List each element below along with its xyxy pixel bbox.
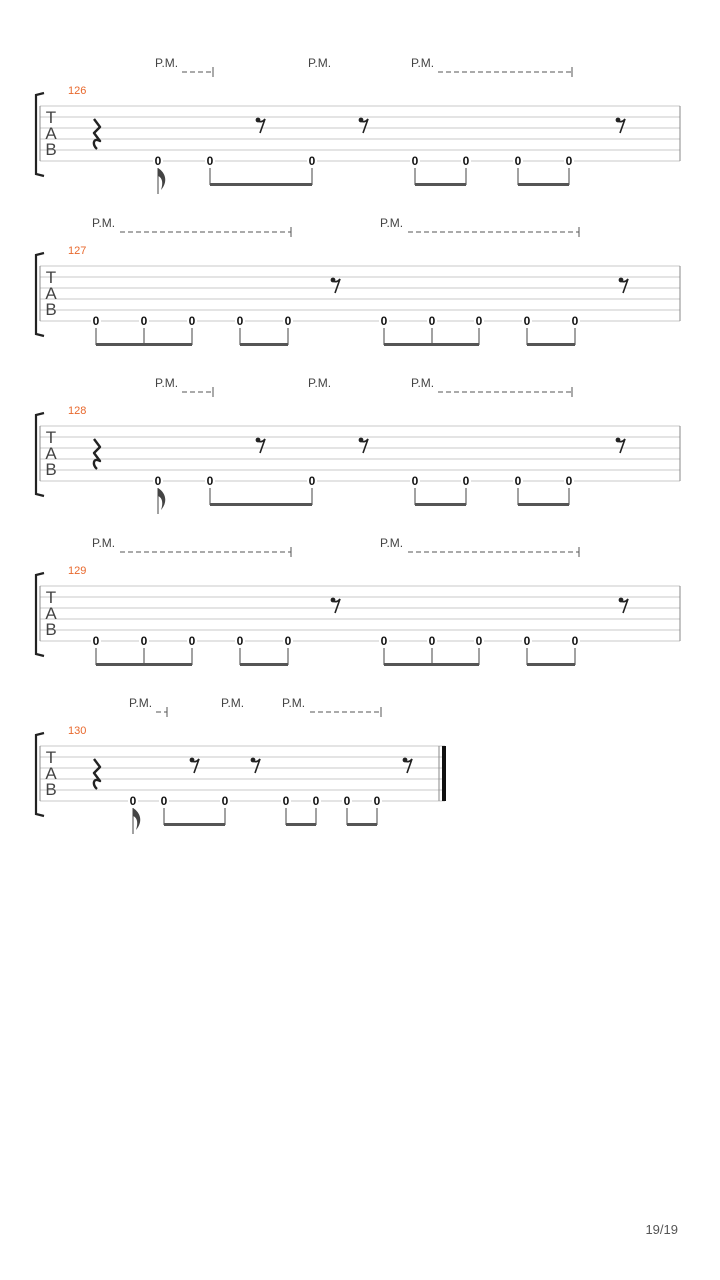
measure-number: 129 [68, 565, 87, 577]
note-beam [415, 183, 466, 186]
measure-number: 128 [68, 405, 87, 417]
eighth-rest [618, 439, 625, 453]
quarter-rest [94, 759, 100, 789]
fret-number: 0 [140, 314, 148, 328]
fret-number: 0 [308, 474, 316, 488]
fret-number: 0 [523, 634, 531, 648]
fret-number: 0 [411, 154, 419, 168]
palm-mute-label: P.M. [380, 216, 404, 230]
tab-clef-letter: A [45, 764, 57, 783]
tab-clef-letter: T [45, 268, 57, 287]
fret-number: 0 [462, 154, 470, 168]
measure-number: 126 [68, 85, 87, 97]
note-beam [210, 503, 312, 506]
eighth-rest [621, 279, 628, 293]
palm-mute-label: P.M. [411, 56, 435, 70]
fret-number: 0 [140, 634, 148, 648]
fret-number: 0 [380, 634, 388, 648]
quarter-rest [94, 119, 100, 149]
fret-number: 0 [571, 314, 579, 328]
quarter-rest [94, 439, 100, 469]
note-flag [158, 488, 165, 510]
fret-number: 0 [206, 154, 214, 168]
note-beam [384, 343, 479, 346]
tab-system-130 [36, 696, 446, 834]
eighth-rest [361, 119, 368, 133]
fret-number: 0 [284, 314, 292, 328]
tab-clef-letter: T [45, 428, 57, 447]
fret-number: 0 [462, 474, 470, 488]
eighth-rest [361, 439, 368, 453]
fret-number: 0 [129, 794, 137, 808]
fret-number: 0 [571, 634, 579, 648]
tab-clef-letter: A [45, 124, 57, 143]
measure-number: 127 [68, 245, 87, 257]
tab-clef-letter: B [45, 300, 57, 319]
fret-number: 0 [514, 474, 522, 488]
note-flag [133, 808, 140, 830]
tab-system-127 [36, 216, 680, 346]
fret-number: 0 [92, 314, 100, 328]
fret-number: 0 [206, 474, 214, 488]
palm-mute-label: P.M. [92, 536, 116, 550]
fret-number: 0 [284, 634, 292, 648]
fret-number: 0 [154, 154, 162, 168]
fret-number: 0 [188, 634, 196, 648]
tab-system-128 [36, 376, 680, 514]
fret-number: 0 [428, 634, 436, 648]
palm-mute-label: P.M. [221, 696, 245, 710]
note-beam [210, 183, 312, 186]
eighth-rest [618, 119, 625, 133]
fret-number: 0 [312, 794, 320, 808]
tab-clef-letter: A [45, 604, 57, 623]
fret-number: 0 [236, 634, 244, 648]
palm-mute-label: P.M. [282, 696, 306, 710]
note-beam [527, 343, 575, 346]
palm-mute-label: P.M. [92, 216, 116, 230]
fret-number: 0 [154, 474, 162, 488]
fret-number: 0 [565, 154, 573, 168]
tab-clef-letter: T [45, 588, 57, 607]
eighth-rest [253, 759, 260, 773]
fret-number: 0 [380, 314, 388, 328]
fret-number: 0 [475, 634, 483, 648]
palm-mute-label: P.M. [155, 376, 179, 390]
fret-number: 0 [160, 794, 168, 808]
tab-clef-letter: T [45, 748, 57, 767]
tab-system-129 [36, 536, 680, 666]
palm-mute-label: P.M. [411, 376, 435, 390]
tab-system-126 [36, 56, 680, 194]
fret-number: 0 [475, 314, 483, 328]
note-beam [96, 343, 192, 346]
measure-number: 130 [68, 725, 87, 737]
fret-number: 0 [92, 634, 100, 648]
eighth-rest [258, 119, 265, 133]
note-beam [164, 823, 225, 826]
note-beam [240, 663, 288, 666]
tab-clef-letter: B [45, 620, 57, 639]
note-beam [384, 663, 479, 666]
tab-clef-letter: B [45, 780, 57, 799]
fret-number: 0 [236, 314, 244, 328]
palm-mute-label: P.M. [308, 376, 332, 390]
tab-clef-letter: B [45, 140, 57, 159]
fret-number: 0 [514, 154, 522, 168]
tab-clef-letter: B [45, 460, 57, 479]
fret-number: 0 [523, 314, 531, 328]
fret-number: 0 [411, 474, 419, 488]
fret-number: 0 [308, 154, 316, 168]
note-beam [286, 823, 316, 826]
eighth-rest [405, 759, 412, 773]
tab-clef-letter: T [45, 108, 57, 127]
fret-number: 0 [428, 314, 436, 328]
note-beam [347, 823, 377, 826]
eighth-rest [333, 599, 340, 613]
palm-mute-label: P.M. [155, 56, 179, 70]
palm-mute-label: P.M. [129, 696, 153, 710]
tab-clef-letter: A [45, 444, 57, 463]
note-beam [96, 663, 192, 666]
fret-number: 0 [282, 794, 290, 808]
eighth-rest [333, 279, 340, 293]
note-beam [527, 663, 575, 666]
eighth-rest [621, 599, 628, 613]
fret-number: 0 [188, 314, 196, 328]
note-beam [240, 343, 288, 346]
eighth-rest [192, 759, 199, 773]
tab-clef-letter: A [45, 284, 57, 303]
note-beam [518, 503, 569, 506]
fret-number: 0 [373, 794, 381, 808]
page-number: 19/19 [645, 1222, 678, 1237]
palm-mute-label: P.M. [308, 56, 332, 70]
note-beam [518, 183, 569, 186]
eighth-rest [258, 439, 265, 453]
note-flag [158, 168, 165, 190]
fret-number: 0 [343, 794, 351, 808]
fret-number: 0 [565, 474, 573, 488]
end-barline-thick [442, 746, 446, 801]
palm-mute-label: P.M. [380, 536, 404, 550]
fret-number: 0 [221, 794, 229, 808]
note-beam [415, 503, 466, 506]
